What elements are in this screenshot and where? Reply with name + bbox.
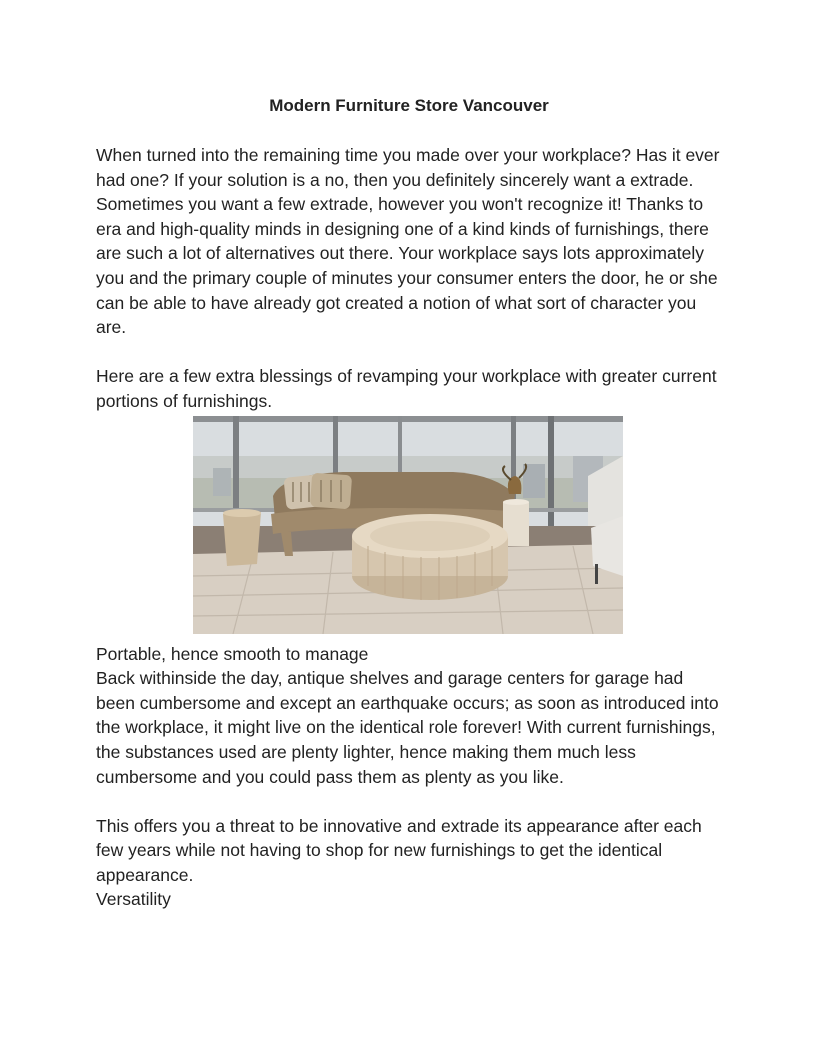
intro-paragraph: When turned into the remaining time you made over your workplace? Has it ever had one? If your solution is a no, then you definitely sincerely want a extrade. Sometimes you want a few extrade, however you won't recognize it! Thanks to era and high-quality minds in designing one of a kind kinds of furnishings, there are such a lot of alternatives out there. Your workplace says lots approximately you and the primary couple of minutes your consumer enters the door, he or she can be able to have already got created a notion of what sort of character you are. (96, 145, 720, 338)
furniture-photo-icon (193, 416, 623, 634)
document-title: Modern Furniture Store Vancouver (269, 96, 549, 115)
versatility-heading: Versatility (96, 889, 171, 910)
portable-heading: Portable, hence smooth to manage (96, 643, 369, 664)
furniture-photo (193, 416, 623, 634)
document-page (96, 94, 722, 912)
innovation-paragraph: This offers you a threat to be innovative and extrade its appearance after each few years while not having to shop for new furnishings to get the identical appearance. (96, 815, 702, 885)
blessings-paragraph: Here are a few extra blessings of revamping your workplace with greater current portions of furnishings. (96, 366, 717, 411)
portable-paragraph: Back withinside the day, antique shelves and garage centers for garage had been cumbersome and except an earthquake occurs; as soon as introduced into the workplace, it might live on the identical role forever! With current furnishings, the substances used are plenty lighter, hence making them much less cumbersome and you could pass them as plenty as you like. (96, 668, 719, 787)
